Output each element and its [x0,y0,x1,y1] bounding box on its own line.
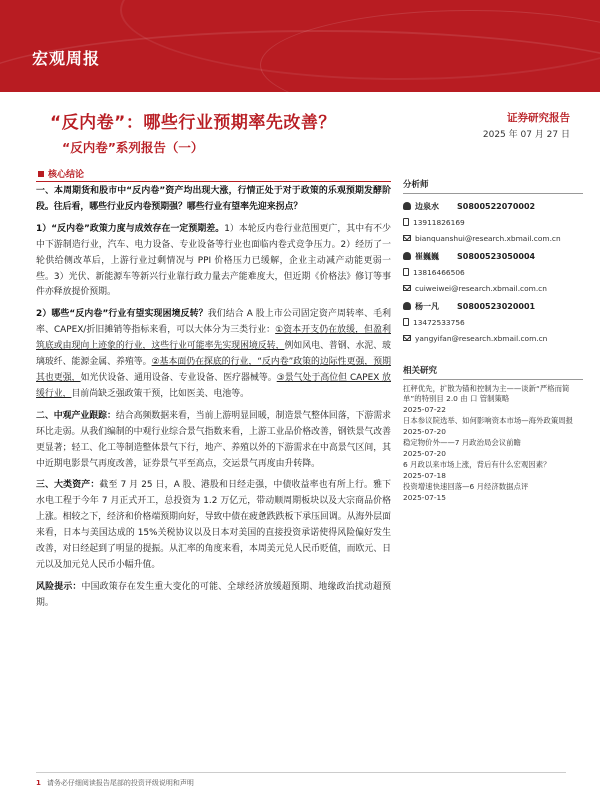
asset-classes-heading: 三、大类资产： [36,480,100,491]
report-title: “反内卷”：哪些行业预期率先改善？ [50,113,336,133]
summary-text: 一、本周期货和股市中“反内卷”资产均出现大涨，行情正处于对于政策的乐观预期发酵阶段。往后看，哪些行业反内卷预期强？哪些行业有望率先迎来拐点？ [36,186,391,212]
analyst-cert: S0800522070002 [457,201,536,211]
analyst-name: 边泉水 [415,201,439,211]
report-type-label: 证券研究报告 [507,112,570,124]
paragraph-asset-classes [36,478,391,573]
disclaimer-text: 请务必仔细阅读报告尾部的投资评级说明和声明 [46,779,194,787]
footer [36,778,194,788]
industries-type-2-examples: 如光伏设备、通用设备、专业设备、医疗器械等。 [80,372,277,383]
risk-text: 中国政策存在发生重大变化的可能、全球经济放缓超预期、地缘政治扰动超预期。 [36,581,392,608]
related-item-date: 2025-07-20 [403,449,446,458]
industries-type-1-examples: 例如风电、普钢、水泥、玻璃玻纤、能源金属、养殖等。 [36,341,391,368]
key-conclusions-label: 核心结论 [48,170,85,180]
person-icon [403,302,411,310]
report-category: 宏观周报 [32,49,101,68]
related-item-date: 2025-07-18 [403,471,446,480]
industry-tracking-text: 结合高频数据来看，当前上游明显回暖，制造景气整体回落，下游需求环比走弱。从我们编制的中观行业综合景气指数来看，上游工业品价格改善，钢铁景气改善更显著；轻工、化工等制造整体景气下行，地产、养殖以外的下游需求在中高景气区间，其中近期电影景气再度改善，证券景气平至高点，交运景气再度由升转降。 [36,410,391,469]
analyst-name: 崔巍巍 [415,251,439,261]
analyst-name-row [403,248,583,264]
analyst-cert: S0800523020001 [457,301,536,311]
analyst-phone-row [403,314,583,330]
related-item-date: 2025-07-20 [403,427,446,436]
related-item-date: 2025-07-22 [403,405,446,414]
sidebar [403,178,583,504]
analyst-email-row [403,330,583,346]
related-item-title[interactable]: 稳定物价外——7 月政治局会议前瞻 [403,438,521,447]
related-item-title[interactable]: 扛秤优先，扩散为锚和控制为主——谈新“严格而简单”的特别目 2.0 由 口 管制策略 [403,384,570,403]
paragraph-risk [36,580,391,612]
industries-type-3: ③景气处于高位但 CAPEX 放缓行业， [36,372,392,399]
policy-text: 1）本轮反内卷行业范围更广，其中有不少中下游制造行业，汽车、电力设备、专业设备等行业也面临内卷式竞争压力。2）经历了一轮供给侧改革后，上游行业过剩情况与 PPI 价格压力已缓解，企业主动减产动能更弱一些。3）光伏、新能源车等新兴行业靠行政力量去产能难度大，但近期《价格法》修订等事件亦释放提价预期。 [36,223,391,298]
analyst-email[interactable]: yangyifan@research.xbmail.com.cn [415,333,548,343]
industry-tracking-heading: 二、中观产业跟踪： [36,410,116,421]
report-subtitle: “反内卷”系列报告（一） [62,140,204,155]
analyst-cert: S0800523050004 [457,251,536,261]
mail-icon [403,235,411,241]
related-item-title[interactable]: 投资增速快速回落—6 月经济数据点评 [403,482,529,491]
person-icon [403,202,411,210]
industries-intro: 我们结合 A 股上市公司固定资产周转率、毛利率、CAPEX/折旧摊销等指标来看，可以大体分为三类行业： [36,309,391,336]
industries-type-2: ②基本面仍在探底的行业，“反内卷”政策的边际性更强，预期其也更强， [36,357,392,383]
analyst-card [403,248,583,296]
risk-heading: 风险提示： [36,581,82,592]
key-conclusions-heading [36,167,391,182]
analyst-email-row [403,280,583,296]
mail-icon [403,335,411,341]
mail-icon [403,285,411,291]
analyst-phone-row [403,264,583,280]
paragraph-summary [36,184,391,216]
analyst-phone-row [403,214,583,230]
analyst-name-row [403,198,583,214]
related-item-date: 2025-07-15 [403,493,446,502]
policy-heading: 1）“反内卷”政策力度与成效存在一定预期差。 [36,223,225,234]
analyst-name-row [403,298,583,314]
related-item-title[interactable]: 6 月政以来市场上涨，背后有什么宏观因素？ [403,460,551,469]
industries-type-3-examples: 目前尚缺乏强政策干预，比如医美、电池等。 [71,388,249,399]
report-date: 2025 年 07 月 27 日 [482,130,570,140]
analyst-card [403,198,583,246]
analyst-phone: 13816466506 [413,267,465,277]
analyst-email[interactable]: bianquanshui@research.xbmail.com.cn [415,233,561,243]
person-icon [403,252,411,260]
header-banner [0,0,600,92]
page-number: 1 [36,779,41,787]
industries-heading: 2）哪些“反内卷”行业有望实现困境反转？ [36,309,208,320]
paragraph-policy [36,222,391,302]
analyst-phone: 13911826169 [413,217,465,227]
phone-icon [403,268,409,276]
phone-icon [403,318,409,326]
analyst-card [403,298,583,346]
footer-divider [36,772,566,773]
related-heading: 相关研究 [403,364,583,380]
analyst-email-row [403,230,583,246]
analyst-email[interactable]: cuiweiwei@research.xbmail.com.cn [415,283,547,293]
main-body [36,184,391,618]
related-item-title[interactable]: 日本参议院选举、如何影响资本市场—海外政策周报 [403,416,573,425]
paragraph-industries [36,307,391,402]
paragraph-industry-tracking [36,409,391,473]
analyst-name: 杨一凡 [415,301,439,311]
analyst-phone: 13472533756 [413,317,465,327]
asset-classes-text: 截至 7 月 25 日，A 股、港股和日经走强，中债收益率也有所上行。雅下水电工程于今年 7 月正式开工，总投资为 1.2 万亿元，带动顺周期板块以及大宗商品价格上涨。相较之下，经济和价格端预期向好，导致中债在疲惫跌跌板下承压回调。从海外层面来看，日本与美国达成的 15%关税协议以及日本对美国的直接投资承诺使得风险偏好发生改善，对日经起到了明显的提振。从汇率的角度来看，本周美元兑人民币贬值，而欧元、日元以及加元兑人民币小幅升值。 [36,480,391,570]
analysts-heading: 分析师 [403,178,583,194]
section-marker-icon [38,171,44,177]
industries-type-1: ①资本开支仍在放缓，但盈利筑底或由现向上迹象的行业，这些行业可能率先实现困境反转， [36,325,391,352]
phone-icon [403,218,409,226]
related-research [403,364,583,502]
